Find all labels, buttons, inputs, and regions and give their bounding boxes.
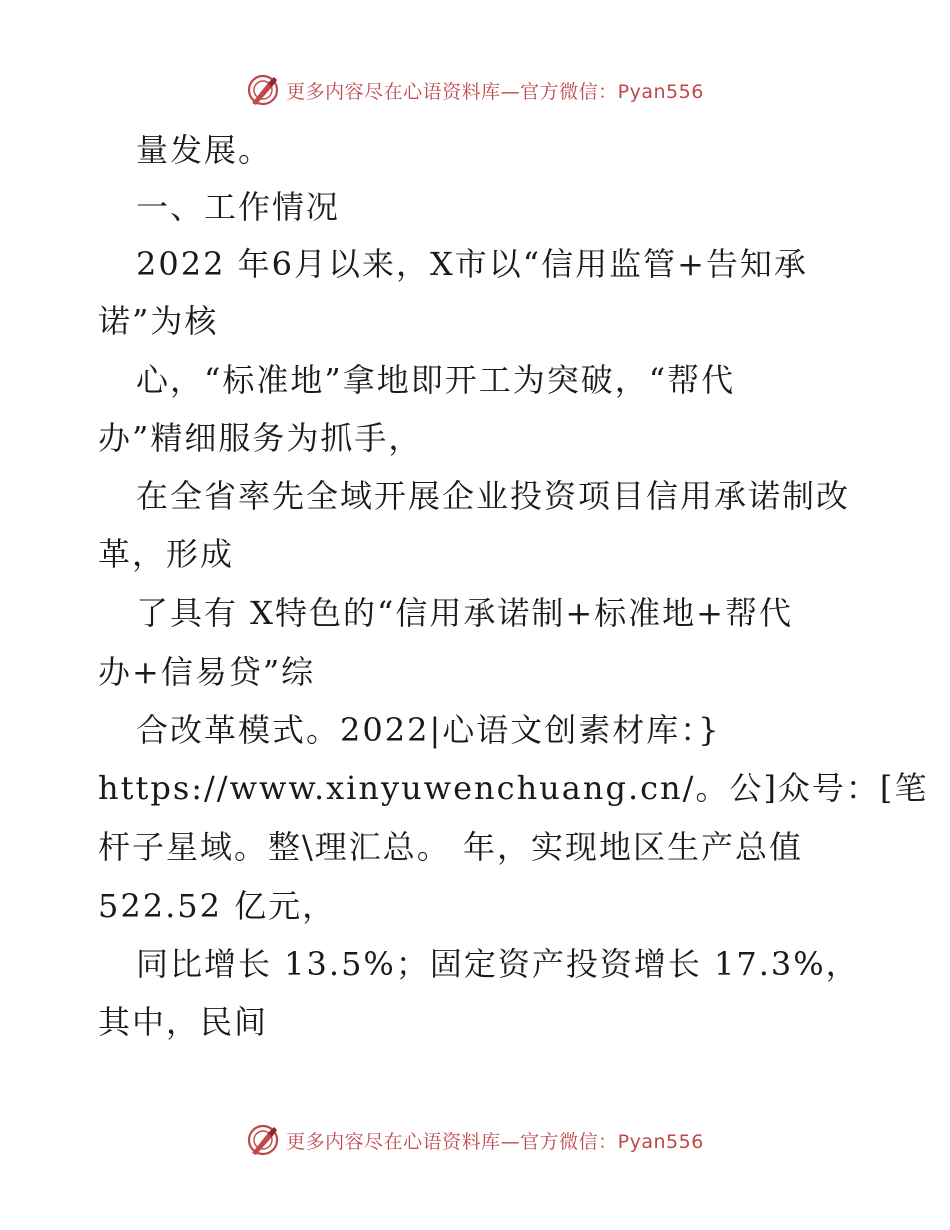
pen-logo-icon (246, 1123, 280, 1157)
paragraph-line: 办+信易贷”综 (98, 653, 316, 691)
paragraph-line: 心，“标准地”拿地即开工为突破，“帮代 (136, 361, 736, 399)
header-banner (0, 70, 950, 110)
paragraph-line: 办”精细服务为抓手， (98, 419, 423, 457)
paragraph-line: 量发展。 (136, 131, 273, 169)
section-heading: 一、工作情况 (136, 188, 341, 226)
paragraph-line: 其中，民间 (98, 1003, 269, 1041)
paragraph-line: 合改革模式。2022|心语文创素材库：} (136, 711, 721, 749)
paragraph-line: 革，形成 (98, 535, 235, 573)
paragraph-line: 诺”为核 (98, 302, 219, 340)
paragraph-line: 了具有 X特色的“信用承诺制+标准地+帮代 (136, 594, 793, 632)
banner-text: 更多内容尽在心语资料库—官方微信：Pyan556 (286, 80, 704, 103)
pen-logo-icon (246, 73, 280, 107)
paragraph-line: 2022 年6月以来，X市以“信用监管+告知承 (136, 245, 808, 283)
paragraph-line: 同比增长 13.5%；固定资产投资增长 17.3%， (136, 945, 860, 983)
paragraph-line: https://www.xinyuwenchuang.cn/。公]众号：[笔 (98, 769, 929, 807)
banner-text: 更多内容尽在心语资料库—官方微信：Pyan556 (286, 1130, 704, 1153)
paragraph-line: 杆子星域。整\理汇总。 年，实现地区生产总值 (98, 828, 803, 866)
paragraph-line: 522.52 亿元， (98, 887, 337, 925)
footer-banner (0, 1120, 950, 1160)
paragraph-line: 在全省率先全域开展企业投资项目信用承诺制改 (136, 477, 851, 515)
